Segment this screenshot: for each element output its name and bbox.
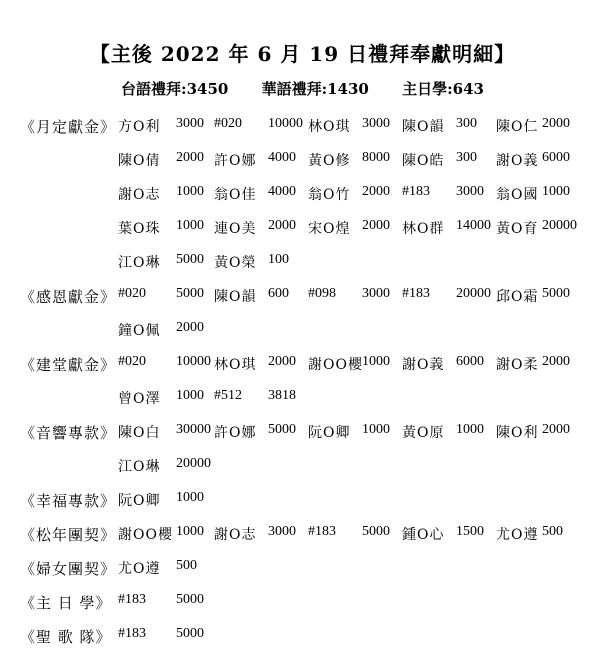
donor-entry: 謝O義 <box>402 357 445 373</box>
donor-entry: 曾O澤 <box>118 391 161 407</box>
donation-cells <box>118 150 588 174</box>
category-label: 《月定獻金》 <box>20 118 117 136</box>
donor-entry: 尤O遵 <box>118 561 161 577</box>
attendance-stats <box>0 78 605 99</box>
donor-entry: #098 <box>308 286 336 301</box>
donation-amount: 5000 <box>176 626 204 641</box>
donation-cells <box>118 116 588 140</box>
donor-entry: 林O琪 <box>214 357 257 373</box>
donation-amount: 6000 <box>542 150 570 165</box>
donation-cells <box>118 626 588 650</box>
donation-amount: 100 <box>268 252 289 267</box>
donation-cells <box>118 388 588 412</box>
donor-entry: 陳O倩 <box>118 153 161 169</box>
donor-entry: 邱O霜 <box>496 289 539 305</box>
donation-amount: 1000 <box>362 422 390 437</box>
donation-amount: 20000 <box>176 456 211 471</box>
category-label: 《感恩獻金》 <box>20 288 117 306</box>
donation-amount: 300 <box>456 116 477 131</box>
donation-amount: 300 <box>456 150 477 165</box>
donation-cells <box>118 354 588 378</box>
donor-entry: 翁O竹 <box>308 187 351 203</box>
donation-amount: 3000 <box>268 524 296 539</box>
donor-entry: #512 <box>214 388 242 403</box>
donor-entry: 謝OO櫻 <box>308 357 363 373</box>
donor-entry: 謝OO櫻 <box>118 527 173 543</box>
donor-entry: #183 <box>402 286 430 301</box>
donor-entry: #183 <box>402 184 430 199</box>
donor-entry: 翁O國 <box>496 187 539 203</box>
donation-cells <box>118 490 588 514</box>
donation-amount: 5000 <box>542 286 570 301</box>
category-label: 《聖 歌 隊》 <box>20 628 112 646</box>
donor-entry: 連O美 <box>214 221 257 237</box>
donor-entry: 鐘O佩 <box>118 323 161 339</box>
donation-amount: 5000 <box>176 592 204 607</box>
taiwanese-service-count: 台語禮拜:3450 <box>121 80 229 98</box>
donor-entry: 尤O遵 <box>496 527 539 543</box>
donation-amount: 8000 <box>362 150 390 165</box>
donor-entry: 黃O修 <box>308 153 351 169</box>
category-label: 《婦女團契》 <box>20 560 117 578</box>
donation-amount: 500 <box>176 558 197 573</box>
donor-entry: 陳O利 <box>496 425 539 441</box>
donation-amount: 2000 <box>542 422 570 437</box>
donor-entry: #183 <box>118 626 146 641</box>
donor-entry: 阮O卿 <box>308 425 351 441</box>
donation-amount: 2000 <box>268 218 296 233</box>
donor-entry: #183 <box>118 592 146 607</box>
donor-entry: 阮O卿 <box>118 493 161 509</box>
donation-cells <box>118 592 588 616</box>
donor-entry: 宋O煌 <box>308 221 351 237</box>
donation-amount: 3000 <box>456 184 484 199</box>
donor-entry: 陳O韻 <box>402 119 445 135</box>
donation-amount: 4000 <box>268 150 296 165</box>
donor-entry: #020 <box>118 354 146 369</box>
donation-amount: 2000 <box>176 320 204 335</box>
donation-amount: 10000 <box>268 116 303 131</box>
donation-amount: 1000 <box>176 184 204 199</box>
donation-amount: 1000 <box>176 490 204 505</box>
donation-amount: 3000 <box>362 116 390 131</box>
donation-amount: 14000 <box>456 218 491 233</box>
donation-amount: 1000 <box>176 524 204 539</box>
donation-amount: 5000 <box>176 286 204 301</box>
donor-entry: 謝O柔 <box>496 357 539 373</box>
donation-amount: 4000 <box>268 184 296 199</box>
category-label: 《幸福專款》 <box>20 492 117 510</box>
donation-cells <box>118 218 588 242</box>
donor-entry: 林O群 <box>402 221 445 237</box>
mandarin-service-count: 華語禮拜:1430 <box>261 80 369 98</box>
donation-amount: 2000 <box>362 218 390 233</box>
donation-amount: 2000 <box>362 184 390 199</box>
donor-entry: 陳O仁 <box>496 119 539 135</box>
donation-amount: 1000 <box>362 354 390 369</box>
donor-entry: 方O利 <box>118 119 161 135</box>
donor-entry: 陳O白 <box>118 425 161 441</box>
donation-amount: 10000 <box>176 354 211 369</box>
donor-entry: 黃O育 <box>496 221 539 237</box>
donor-entry: 謝O志 <box>118 187 161 203</box>
donor-entry: 翁O佳 <box>214 187 257 203</box>
donation-amount: 30000 <box>176 422 211 437</box>
donation-amount: 20000 <box>542 218 577 233</box>
donation-amount: 6000 <box>456 354 484 369</box>
donation-amount: 3000 <box>176 116 204 131</box>
donation-cells <box>118 286 588 310</box>
donor-entry: 江O琳 <box>118 459 161 475</box>
donor-entry: #020 <box>118 286 146 301</box>
donation-amount: 1000 <box>176 218 204 233</box>
donation-amount: 3000 <box>362 286 390 301</box>
donor-entry: 謝O義 <box>496 153 539 169</box>
donation-cells <box>118 422 588 446</box>
donation-amount: 5000 <box>362 524 390 539</box>
category-label: 《主 日 學》 <box>20 594 112 612</box>
donor-entry: 陳O韻 <box>214 289 257 305</box>
donation-amount: 1500 <box>456 524 484 539</box>
donation-cells <box>118 456 588 480</box>
donation-amount: 2000 <box>542 354 570 369</box>
donation-amount: 1000 <box>176 388 204 403</box>
donor-entry: 許O娜 <box>214 153 257 169</box>
donation-amount: 5000 <box>268 422 296 437</box>
donation-amount: 20000 <box>456 286 491 301</box>
donation-amount: 500 <box>542 524 563 539</box>
donor-entry: 江O琳 <box>118 255 161 271</box>
donor-entry: 葉O珠 <box>118 221 161 237</box>
donor-entry: 許O娜 <box>214 425 257 441</box>
donation-amount: 3818 <box>268 388 296 403</box>
donor-entry: 鍾O心 <box>402 527 445 543</box>
donor-entry: #183 <box>308 524 336 539</box>
category-label: 《建堂獻金》 <box>20 356 117 374</box>
category-label: 《松年團契》 <box>20 526 117 544</box>
donation-cells <box>118 524 588 548</box>
donation-cells <box>118 252 588 276</box>
donor-entry: #020 <box>214 116 242 131</box>
donation-amount: 2000 <box>542 116 570 131</box>
donor-entry: 黃O榮 <box>214 255 257 271</box>
donation-cells <box>118 320 588 344</box>
donation-amount: 5000 <box>176 252 204 267</box>
sunday-school-count: 主日學:643 <box>402 80 484 98</box>
donation-amount: 2000 <box>268 354 296 369</box>
donation-amount: 600 <box>268 286 289 301</box>
donation-cells <box>118 558 588 582</box>
page-title: 【主後 2022 年 6 月 19 日禮拜奉獻明細】 <box>89 42 516 66</box>
category-label: 《音響專款》 <box>20 424 117 442</box>
donor-entry: 林O琪 <box>308 119 351 135</box>
donor-entry: 陳O皓 <box>402 153 445 169</box>
donation-amount: 1000 <box>456 422 484 437</box>
donation-amount: 2000 <box>176 150 204 165</box>
donor-entry: 謝O志 <box>214 527 257 543</box>
donor-entry: 黃O原 <box>402 425 445 441</box>
donation-amount: 1000 <box>542 184 570 199</box>
donation-cells <box>118 184 588 208</box>
